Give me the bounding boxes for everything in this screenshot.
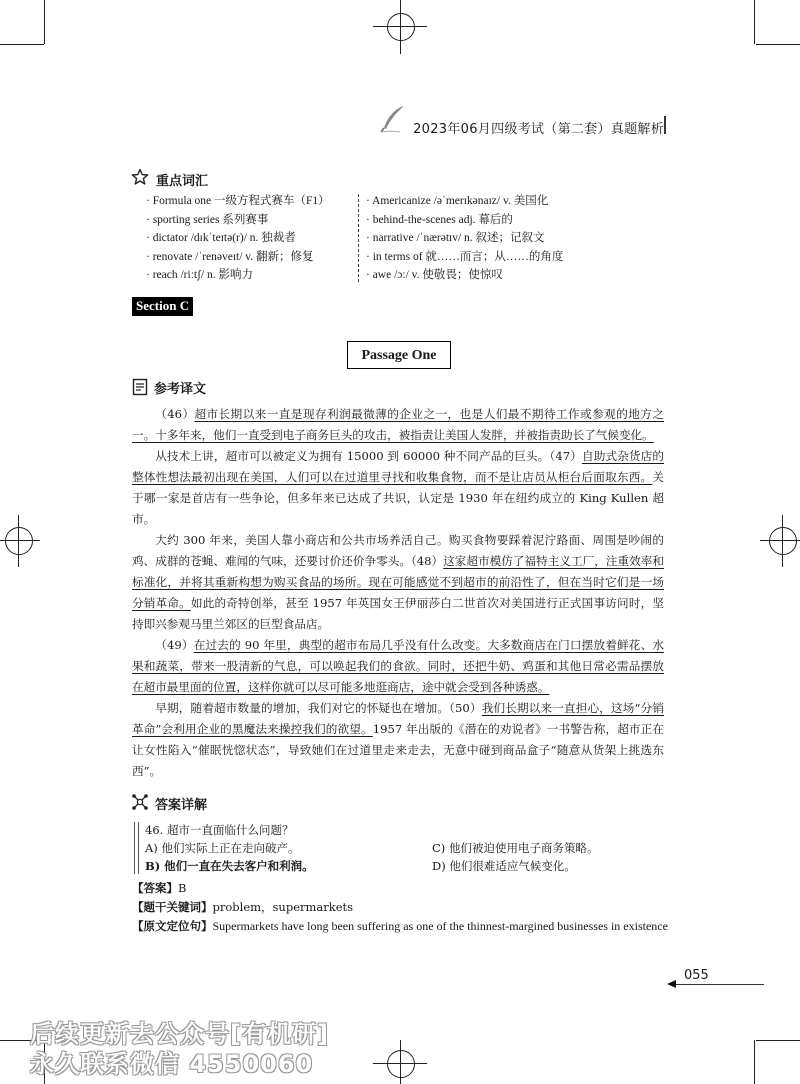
vocab-right-list: [366, 192, 563, 285]
paragraph-text: 1957 年出版的《潜在的劝说者》一书警告称，超市正在让女性陷入“催眠恍惚状态”，导致她们在过道里走来走去，无意中碰到商品盒子“随意从货架上挑选东西”。: [132, 722, 664, 778]
question-marker: （47）: [549, 449, 582, 463]
locate-line: [132, 918, 668, 934]
answer-label: 【答案】: [132, 881, 178, 895]
translation-paragraph-4: [132, 635, 664, 698]
paragraph-text: 大约 300 年来，美国人靠小商店和公共市场养活自己。购买食物要踩着泥泞路面、周围是吵闹的鸡、成群的苍蝇、难闻的气味，还要讨价还价争零头。: [132, 533, 664, 568]
translation-heading: 参考译文: [154, 382, 207, 397]
question-marker: （46）: [155, 407, 195, 421]
vocab-item: · Americanize /əˈmerɪkənaɪz/ v. 美国化: [366, 195, 549, 207]
vocab-item: · renovate /ˈrenəveɪt/ v. 翻新；修复: [146, 250, 314, 263]
vocab-item: · in terms of 就……而言；从……的角度: [366, 250, 564, 263]
page-number-rule: [676, 984, 764, 985]
paragraph-text: 如此的奇特创举，甚至 1957 年英国女王伊丽莎白二世首次对美国进行正式国事访问时，坚持即兴参观马里兰郊区的巨型食品店。: [132, 596, 664, 631]
question-marker: （48）: [410, 554, 444, 568]
translation-paragraph-2: [132, 446, 664, 530]
vocab-item: · awe /ɔː/ v. 使敬畏；使惊叹: [366, 269, 503, 281]
translation-paragraph-1: [132, 404, 664, 446]
underlined-sentence: 我们长期以来一直担心，这场“分销革命”会利用企业的黑魔法来操控我们的欲望。: [132, 701, 664, 736]
option-a: A) 他们实际上正在走向破产。: [145, 841, 300, 855]
underlined-sentence: 超市长期以来一直是现存利润最微薄的企业之一，也是人们最不期待工作或参观的地方之一。十多年来，他们一直受到电子商务巨头的攻击，被指责让美国人发胖，并被指责助长了气候变化。: [132, 407, 664, 442]
quill-icon: [378, 104, 408, 138]
question-marker: （50）: [449, 701, 482, 715]
question-marker: （49）: [155, 638, 194, 652]
vocab-divider: [358, 194, 359, 282]
option-d: D) 他们很难适应气候变化。: [432, 859, 576, 873]
underlined-sentence: 在过去的 90 年里，典型的超市布局几乎没有什么改变。大多数商店在门口摆放着鲜花、水果和蔬菜，带来一股清新的气息，可以唤起我们的食欲。同时，还把牛奶、鸡蛋和其他日常必需品摆放在超市最里面的位置，这样你就可以尽可能多地逛商店，途中就会受到各种诱惑。: [132, 638, 664, 694]
locate-value: Supermarkets have long been suffering as one of the thinnest-margined businesses in existence: [212, 919, 668, 933]
molecule-icon: [131, 793, 149, 815]
answer-line: [132, 880, 186, 896]
keyword-value: problem，supermarkets: [212, 900, 354, 914]
translation-paragraph-3: [132, 530, 664, 635]
vocab-heading: 重点词汇: [156, 174, 209, 189]
translation-paragraph-5: [132, 698, 664, 782]
section-label: Section C: [132, 297, 193, 316]
watermark-line-2: 永久联系微信 4550060: [30, 1050, 314, 1078]
answer-value: B: [178, 881, 187, 895]
keyword-label: 【题干关键词】: [132, 900, 213, 914]
page-header-title: 2023年06月四级考试（第二套）真题解析: [413, 122, 664, 137]
header-divider: [664, 116, 666, 134]
keyword-line: [132, 899, 353, 915]
page-number: 055: [684, 968, 709, 983]
vocab-item: · reach /riːtʃ/ n. 影响力: [146, 269, 253, 281]
option-c: C) 他们被迫使用电子商务策略。: [432, 841, 599, 855]
question-text: 46. 超市一直面临什么问题？: [145, 823, 294, 837]
paragraph-text: 早期，随着超市数量的增加，我们对它的怀疑也在增加。: [155, 701, 450, 715]
question-bracket: [134, 822, 139, 874]
vocab-left-list: [146, 192, 330, 285]
star-icon: [131, 168, 149, 190]
answers-heading: 答案详解: [155, 798, 208, 813]
page-number-arrow: [667, 980, 676, 988]
underlined-sentence: 这家超市模仿了福特主义工厂，注重效率和标准化，并将其重新构想为购买食品的场所。现在可能感觉不到超市的前沿性了，但在当时它们是一场分销革命。: [132, 554, 664, 610]
document-icon: [132, 378, 148, 400]
vocab-item: · dictator /dɪkˈteɪtə(r)/ n. 独裁者: [146, 232, 296, 244]
vocab-item: · narrative /ˈnærətɪv/ n. 叙述；记叙文: [366, 232, 545, 244]
locate-label: 【原文定位句】: [132, 919, 213, 933]
vocab-item: · sporting series 系列赛事: [146, 213, 269, 226]
watermark-line-1: 后续更新去公众号[有机研]: [30, 1020, 329, 1048]
paragraph-text: 从技术上讲，超市可以被定义为拥有 15000 到 60000 种不同产品的巨头。: [155, 449, 550, 463]
paragraph-text: 关于哪一家是首店有一些争论，但多年来已达成了共识，认定是 1930 年在纽约成立的 King Kullen 超市。: [132, 470, 664, 526]
vocab-item: · behind-the-scenes adj. 幕后的: [366, 213, 513, 226]
passage-title: Passage One: [347, 341, 451, 369]
vocab-item: · Formula one 一级方程式赛车（F1）: [146, 195, 330, 207]
option-b: B) 他们一直在失去客户和利润。: [145, 859, 314, 873]
underlined-sentence: 自助式杂货店的整体性想法最初出现在美国，人们可以在过道里寻找和收集食物，而不是让店员从柜台后面取东西。: [132, 449, 664, 484]
